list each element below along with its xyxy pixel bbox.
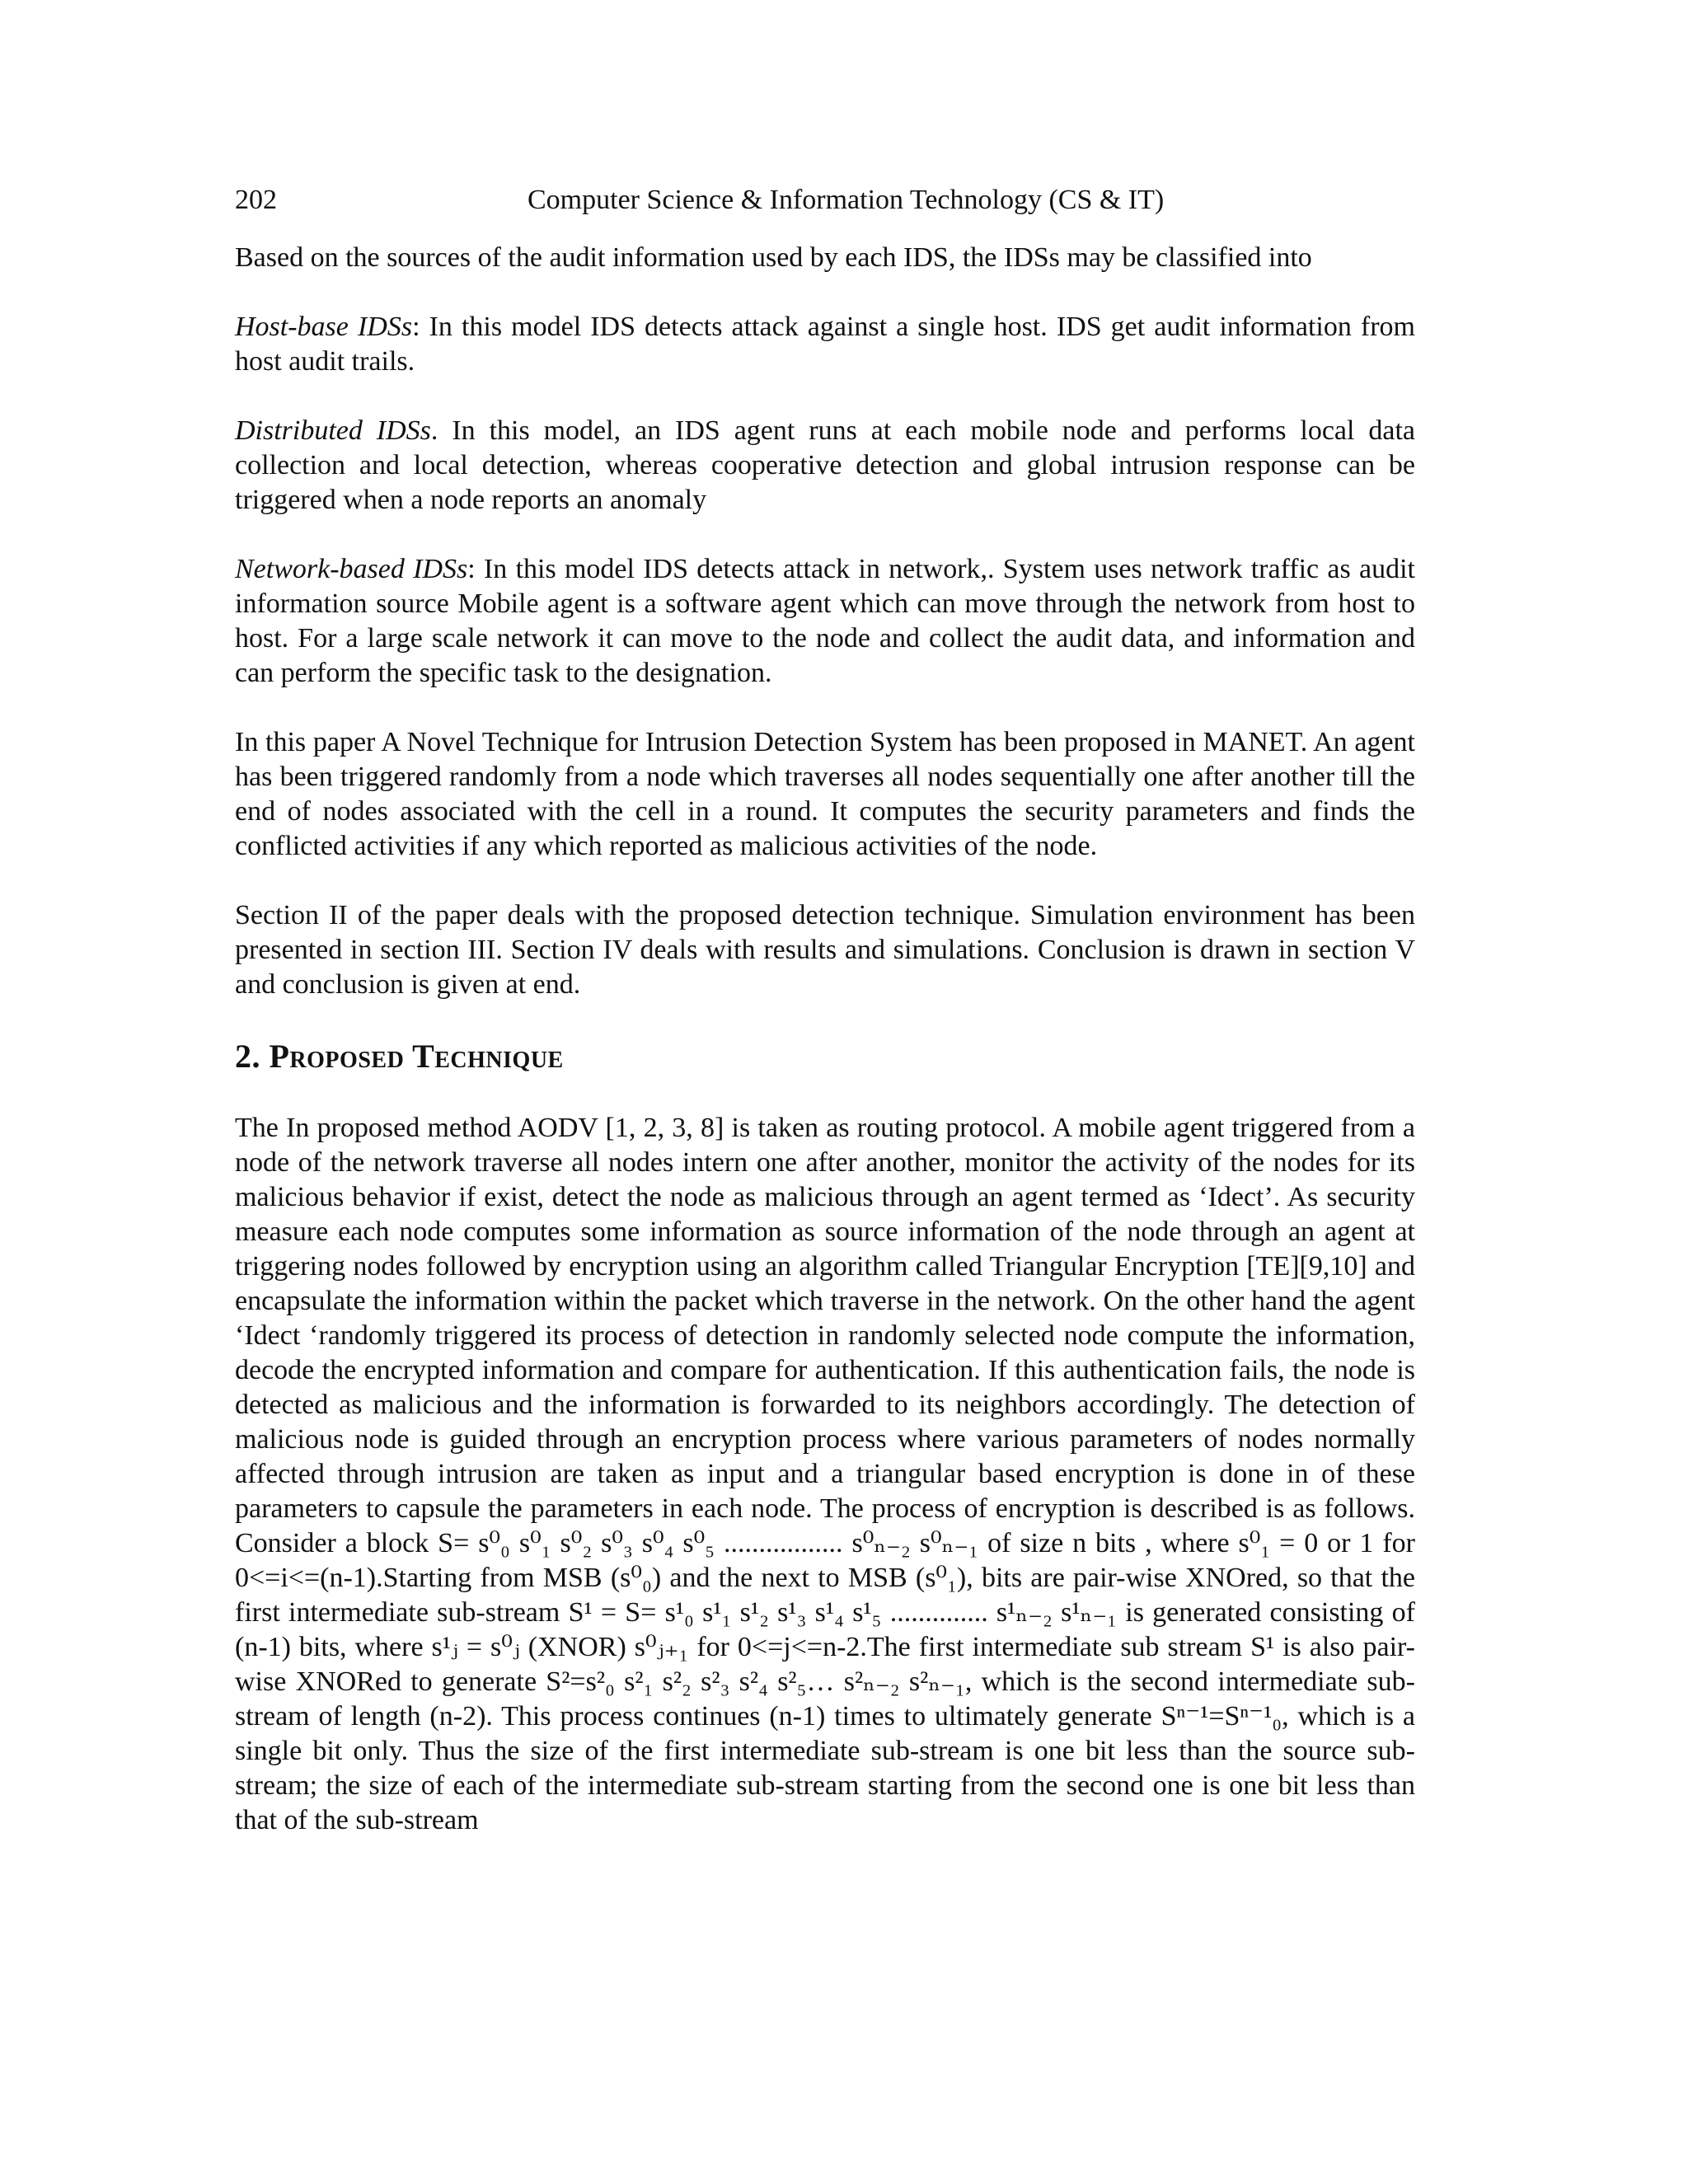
distributed-term: Distributed IDSs xyxy=(235,415,431,446)
running-header xyxy=(235,183,1415,221)
network-based-term: Network-based IDSs xyxy=(235,554,468,584)
sections-overview-paragraph: Section II of the paper deals with the proposed detection technique. Simulation environment has been presented in section III. Section IV deals with results and simulations. Conclusion is drawn in section V and conclusion is given at end. xyxy=(235,900,1415,1000)
network-based-paragraph xyxy=(235,552,1415,691)
journal-title: Computer Science & Information Technology (CS & IT) xyxy=(528,185,1165,215)
intro-line: Based on the sources of the audit information used by each IDS, the IDSs may be classified into xyxy=(235,242,1312,273)
host-based-term: Host-base IDSs xyxy=(235,312,413,342)
section-heading: 2. Proposed Technique xyxy=(235,1038,564,1075)
page-number: 202 xyxy=(235,185,277,215)
host-based-paragraph xyxy=(235,310,1415,379)
distributed-paragraph xyxy=(235,414,1415,518)
paper-overview-paragraph: In this paper A Novel Technique for Intrusion Detection System has been proposed in MANET. An agent has been triggered randomly from a node which traverses all nodes sequentially one after another till the end of nodes associated with the cell in a round. It computes the security parameters and finds the conflicted activities if any which reported as malicious activities of the node. xyxy=(235,727,1415,861)
proposed-technique-paragraph: The In proposed method AODV [1, 2, 3, 8] is taken as routing protocol. A mobile agent triggered from a node of the network traverse all nodes intern one after another, monitor the activity of the nodes for its malicious behavior if exist, detect the node as malicious through an agent termed as ‘Idect’. As security measure each node computes some information as source information of the node through an agent at triggering nodes followed by encryption using an algorithm called Triangular Encryption [TE][9,10] and encapsulate the information within the packet which traverse in the network. On the other hand the agent ‘Idect ‘randomly triggered its process of detection in randomly selected node compute the information, decode the encrypted information and compare for authentication. If this authentication fails, the node is detected as malicious and the information is forwarded to its neighbors accordingly. The detection of malicious node is guided through an encryption process where various parameters of nodes normally affected through intrusion are taken as input and a triangular based encryption is done in of these parameters to capsule the parameters in each node. The process of encryption is described is as follows. Consider a block S= s⁰₀ s⁰₁ s⁰₂ s⁰₃ s⁰₄ s⁰₅ ................. s⁰ₙ₋₂ s⁰ₙ₋₁ of size n bits , where s⁰₁ = 0 or 1 for 0<=i<=(n-1).Starting from MSB (s⁰₀) and the next to MSB (s⁰₁), bits are pair-wise XNOred, so that the first intermediate sub-stream S¹ = S= s¹₀ s¹₁ s¹₂ s¹₃ s¹₄ s¹₅ .............. s¹ₙ₋₂ s¹ₙ₋₁ is generated consisting of (n-1) bits, where s¹ⱼ = s⁰ⱼ (XNOR) s⁰ⱼ₊₁ for 0<=j<=n-2.The first intermediate sub stream S¹ is also pair-wise XNORed to generate S²=s²₀ s²₁ s²₂ s²₃ s²₄ s²₅… s²ₙ₋₂ s²ₙ₋₁, which is the second intermediate sub-stream of length (n-2). This process continues (n-1) times to ultimately generate Sⁿ⁻¹=Sⁿ⁻¹₀, which is a single bit only. Thus the size of the first intermediate sub-stream is one bit less than the source sub-stream; the size of each of the intermediate sub-stream starting from the second one is one bit less than that of the sub-stream xyxy=(235,1113,1415,1835)
distributed-text: . In this model, an IDS agent runs at each mobile node and performs local data collection and local detection, whereas cooperative detection and global intrusion response can be triggered when a node reports an anomaly xyxy=(235,415,1415,515)
network-based-text: : In this model IDS detects attack in network,. System uses network traffic as audit information source Mobile agent is a software agent which can move through the network from host to host. For a large scale network it can move to the node and collect the audit data, and information and can perform the specific task to the designation. xyxy=(235,554,1416,688)
host-based-text: : In this model IDS detects attack against a single host. IDS get audit information from host audit trails. xyxy=(235,312,1416,377)
page xyxy=(235,183,1415,1838)
